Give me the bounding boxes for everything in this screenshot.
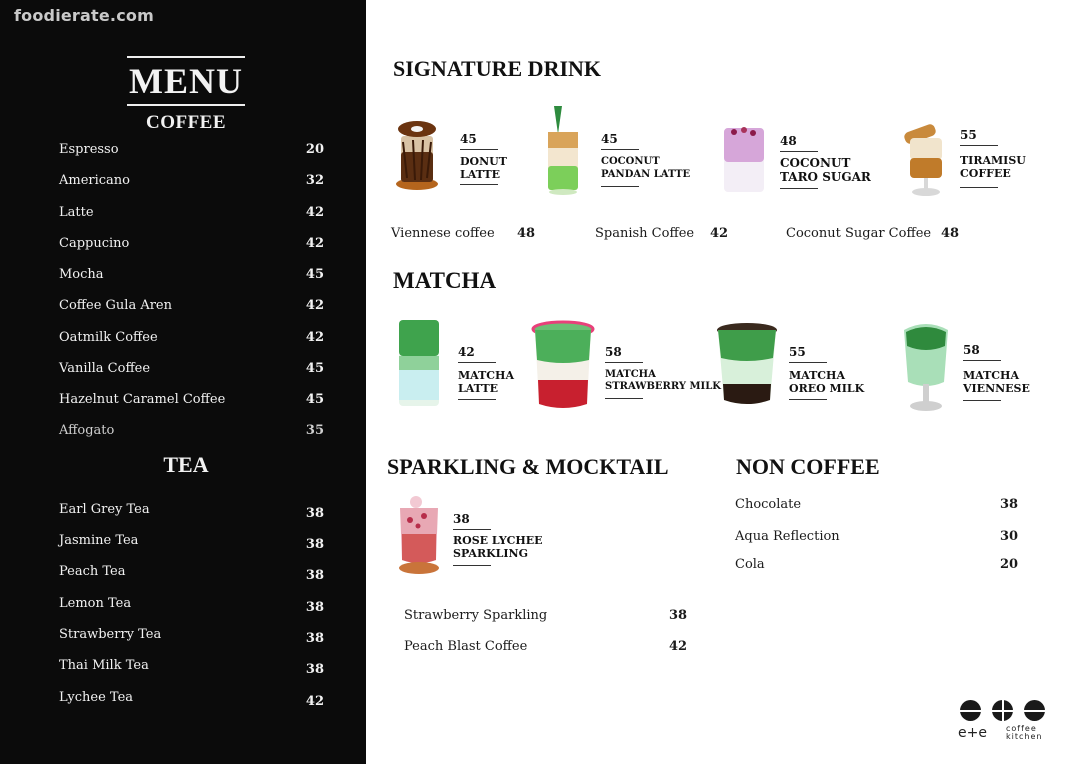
matcha-viennese-image bbox=[898, 320, 954, 414]
item-name: Spanish Coffee bbox=[595, 226, 695, 241]
divider bbox=[458, 362, 496, 363]
brand-logo bbox=[958, 700, 1048, 744]
tea-item bbox=[59, 502, 324, 520]
drink-price: 55 bbox=[960, 128, 977, 142]
divider bbox=[780, 188, 818, 189]
matcha-oreo-milk-image bbox=[714, 322, 780, 408]
drink-name: TIRAMISU COFFEE bbox=[960, 154, 1026, 180]
logo-dot-icon bbox=[960, 700, 981, 721]
item-name: Vanilla Coffee bbox=[59, 361, 151, 376]
item-price: 42 bbox=[305, 298, 324, 313]
drink-price: 55 bbox=[789, 345, 806, 359]
item-name: Lychee Tea bbox=[59, 690, 134, 705]
logo-subtext bbox=[1006, 725, 1042, 741]
non-coffee-item bbox=[735, 497, 1017, 512]
item-price: 45 bbox=[305, 392, 324, 407]
item-name: Latte bbox=[59, 205, 94, 220]
item-price: 20 bbox=[1000, 557, 1019, 572]
item-price: 42 bbox=[305, 205, 324, 220]
tea-heading: TEA bbox=[163, 452, 209, 477]
sparkling-extra-item bbox=[404, 639, 686, 654]
item-price: 38 bbox=[669, 608, 688, 623]
drink-name: MATCHA VIENNESE bbox=[963, 369, 1030, 395]
drink-name: COCONUT TARO SUGAR bbox=[780, 156, 871, 184]
item-price: 45 bbox=[305, 361, 324, 376]
item-name: Viennese coffee bbox=[391, 226, 495, 241]
item-name: Oatmilk Coffee bbox=[59, 330, 158, 345]
divider bbox=[789, 399, 827, 400]
tea-item bbox=[59, 690, 324, 708]
drink-name: COCONUT PANDAN LATTE bbox=[601, 156, 691, 180]
divider bbox=[458, 399, 496, 400]
coconut-taro-sugar-image bbox=[720, 122, 768, 194]
item-name: Strawberry Sparkling bbox=[404, 608, 548, 623]
tea-item bbox=[59, 564, 324, 582]
logo-mark: e+e bbox=[958, 725, 987, 741]
item-name: Thai Milk Tea bbox=[59, 658, 149, 673]
item-price: 45 bbox=[305, 267, 324, 282]
item-name: Hazelnut Caramel Coffee bbox=[59, 392, 226, 407]
item-name: Strawberry Tea bbox=[59, 627, 162, 642]
coffee-heading: COFFEE bbox=[145, 112, 227, 133]
divider bbox=[601, 186, 639, 187]
tiramisu-coffee-image bbox=[900, 120, 950, 198]
item-name: Cola bbox=[735, 557, 765, 572]
divider bbox=[460, 184, 498, 185]
item-price: 42 bbox=[305, 236, 324, 251]
donut-latte-image bbox=[393, 118, 441, 192]
item-price: 38 bbox=[305, 537, 324, 552]
item-price: 38 bbox=[305, 506, 324, 521]
divider bbox=[453, 529, 491, 530]
logo-dot-icon bbox=[1024, 700, 1045, 721]
coffee-item bbox=[59, 330, 324, 348]
drink-price: 45 bbox=[601, 132, 618, 146]
divider bbox=[453, 565, 491, 566]
item-price: 42 bbox=[669, 639, 688, 654]
item-name: Espresso bbox=[59, 142, 119, 157]
item-price: 38 bbox=[305, 631, 324, 646]
watermark: foodierate.com bbox=[14, 6, 154, 25]
coffee-item bbox=[59, 423, 324, 441]
coffee-item bbox=[59, 142, 324, 160]
divider bbox=[960, 187, 998, 188]
sparkling-heading: SPARKLING & MOCKTAIL bbox=[387, 454, 669, 479]
menu-title: MENU bbox=[127, 56, 245, 106]
coffee-item bbox=[59, 205, 324, 223]
non-coffee-item bbox=[735, 557, 1017, 572]
item-price: 42 bbox=[305, 694, 324, 709]
matcha-strawberry-milk-image bbox=[530, 320, 596, 410]
item-name: Coconut Sugar Coffee bbox=[786, 226, 932, 241]
logo-sub-coffee: coffee bbox=[1006, 724, 1037, 733]
tea-item bbox=[59, 658, 324, 676]
drink-price: 42 bbox=[458, 345, 475, 359]
item-price: 42 bbox=[305, 330, 324, 345]
matcha-heading: MATCHA bbox=[393, 268, 497, 293]
coffee-item bbox=[59, 361, 324, 379]
item-name: Lemon Tea bbox=[59, 596, 132, 611]
item-price: 42 bbox=[710, 226, 729, 241]
drink-name: MATCHA LATTE bbox=[458, 369, 514, 395]
item-price: 38 bbox=[1000, 497, 1019, 512]
item-price: 38 bbox=[305, 568, 324, 583]
signature-extra-item bbox=[595, 226, 729, 241]
drink-price: 48 bbox=[780, 134, 797, 148]
drink-price: 38 bbox=[453, 512, 470, 526]
coffee-item bbox=[59, 298, 324, 316]
coffee-item bbox=[59, 267, 324, 285]
signature-heading: SIGNATURE DRINK bbox=[393, 56, 602, 81]
divider bbox=[960, 145, 998, 146]
sparkling-extra-item bbox=[404, 608, 686, 623]
drink-price: 58 bbox=[963, 343, 980, 357]
item-price: 48 bbox=[517, 226, 536, 241]
divider bbox=[789, 362, 827, 363]
item-price: 32 bbox=[305, 173, 324, 188]
rose-lychee-sparkling-image bbox=[394, 494, 444, 576]
divider bbox=[605, 398, 643, 399]
signature-extra-item bbox=[391, 226, 536, 241]
tea-item bbox=[59, 627, 324, 645]
item-name: Affogato bbox=[59, 423, 115, 438]
divider bbox=[780, 151, 818, 152]
coconut-pandan-latte-image bbox=[544, 106, 582, 196]
item-name: Coffee Gula Aren bbox=[59, 298, 172, 313]
divider bbox=[460, 149, 498, 150]
item-name: Peach Tea bbox=[59, 564, 126, 579]
coffee-item bbox=[59, 392, 324, 410]
item-name: Peach Blast Coffee bbox=[404, 639, 528, 654]
item-name: Earl Grey Tea bbox=[59, 502, 150, 517]
left-menu-panel bbox=[0, 0, 366, 764]
drink-price: 45 bbox=[460, 132, 477, 146]
logo-plus-icon bbox=[992, 700, 1013, 721]
item-price: 38 bbox=[305, 600, 324, 615]
item-name: Chocolate bbox=[735, 497, 802, 512]
drink-name: ROSE LYCHEE SPARKLING bbox=[453, 534, 543, 560]
drink-name: MATCHA OREO MILK bbox=[789, 369, 865, 395]
drink-name: MATCHA STRAWBERRY MILK bbox=[605, 369, 721, 392]
item-price: 38 bbox=[305, 662, 324, 677]
non-coffee-heading: NON COFFEE bbox=[736, 454, 880, 479]
item-price: 20 bbox=[305, 142, 324, 157]
divider bbox=[963, 360, 1001, 361]
item-name: Mocha bbox=[59, 267, 104, 282]
item-name: Americano bbox=[59, 173, 131, 188]
coffee-item bbox=[59, 173, 324, 191]
divider bbox=[601, 149, 639, 150]
divider bbox=[963, 400, 1001, 401]
item-price: 48 bbox=[941, 226, 960, 241]
logo-sub-kitchen: kitchen bbox=[1006, 732, 1043, 741]
matcha-latte-image bbox=[396, 318, 442, 410]
tea-item bbox=[59, 596, 324, 614]
divider bbox=[605, 362, 643, 363]
item-name: Cappucino bbox=[59, 236, 130, 251]
item-price: 35 bbox=[305, 423, 324, 438]
tea-item bbox=[59, 533, 324, 551]
item-name: Aqua Reflection bbox=[735, 529, 840, 544]
drink-name: DONUT LATTE bbox=[460, 155, 507, 181]
drink-price: 58 bbox=[605, 345, 622, 359]
signature-extra-item bbox=[786, 226, 960, 241]
item-price: 30 bbox=[1000, 529, 1019, 544]
item-name: Jasmine Tea bbox=[59, 533, 139, 548]
non-coffee-item bbox=[735, 529, 1017, 544]
coffee-item bbox=[59, 236, 324, 254]
